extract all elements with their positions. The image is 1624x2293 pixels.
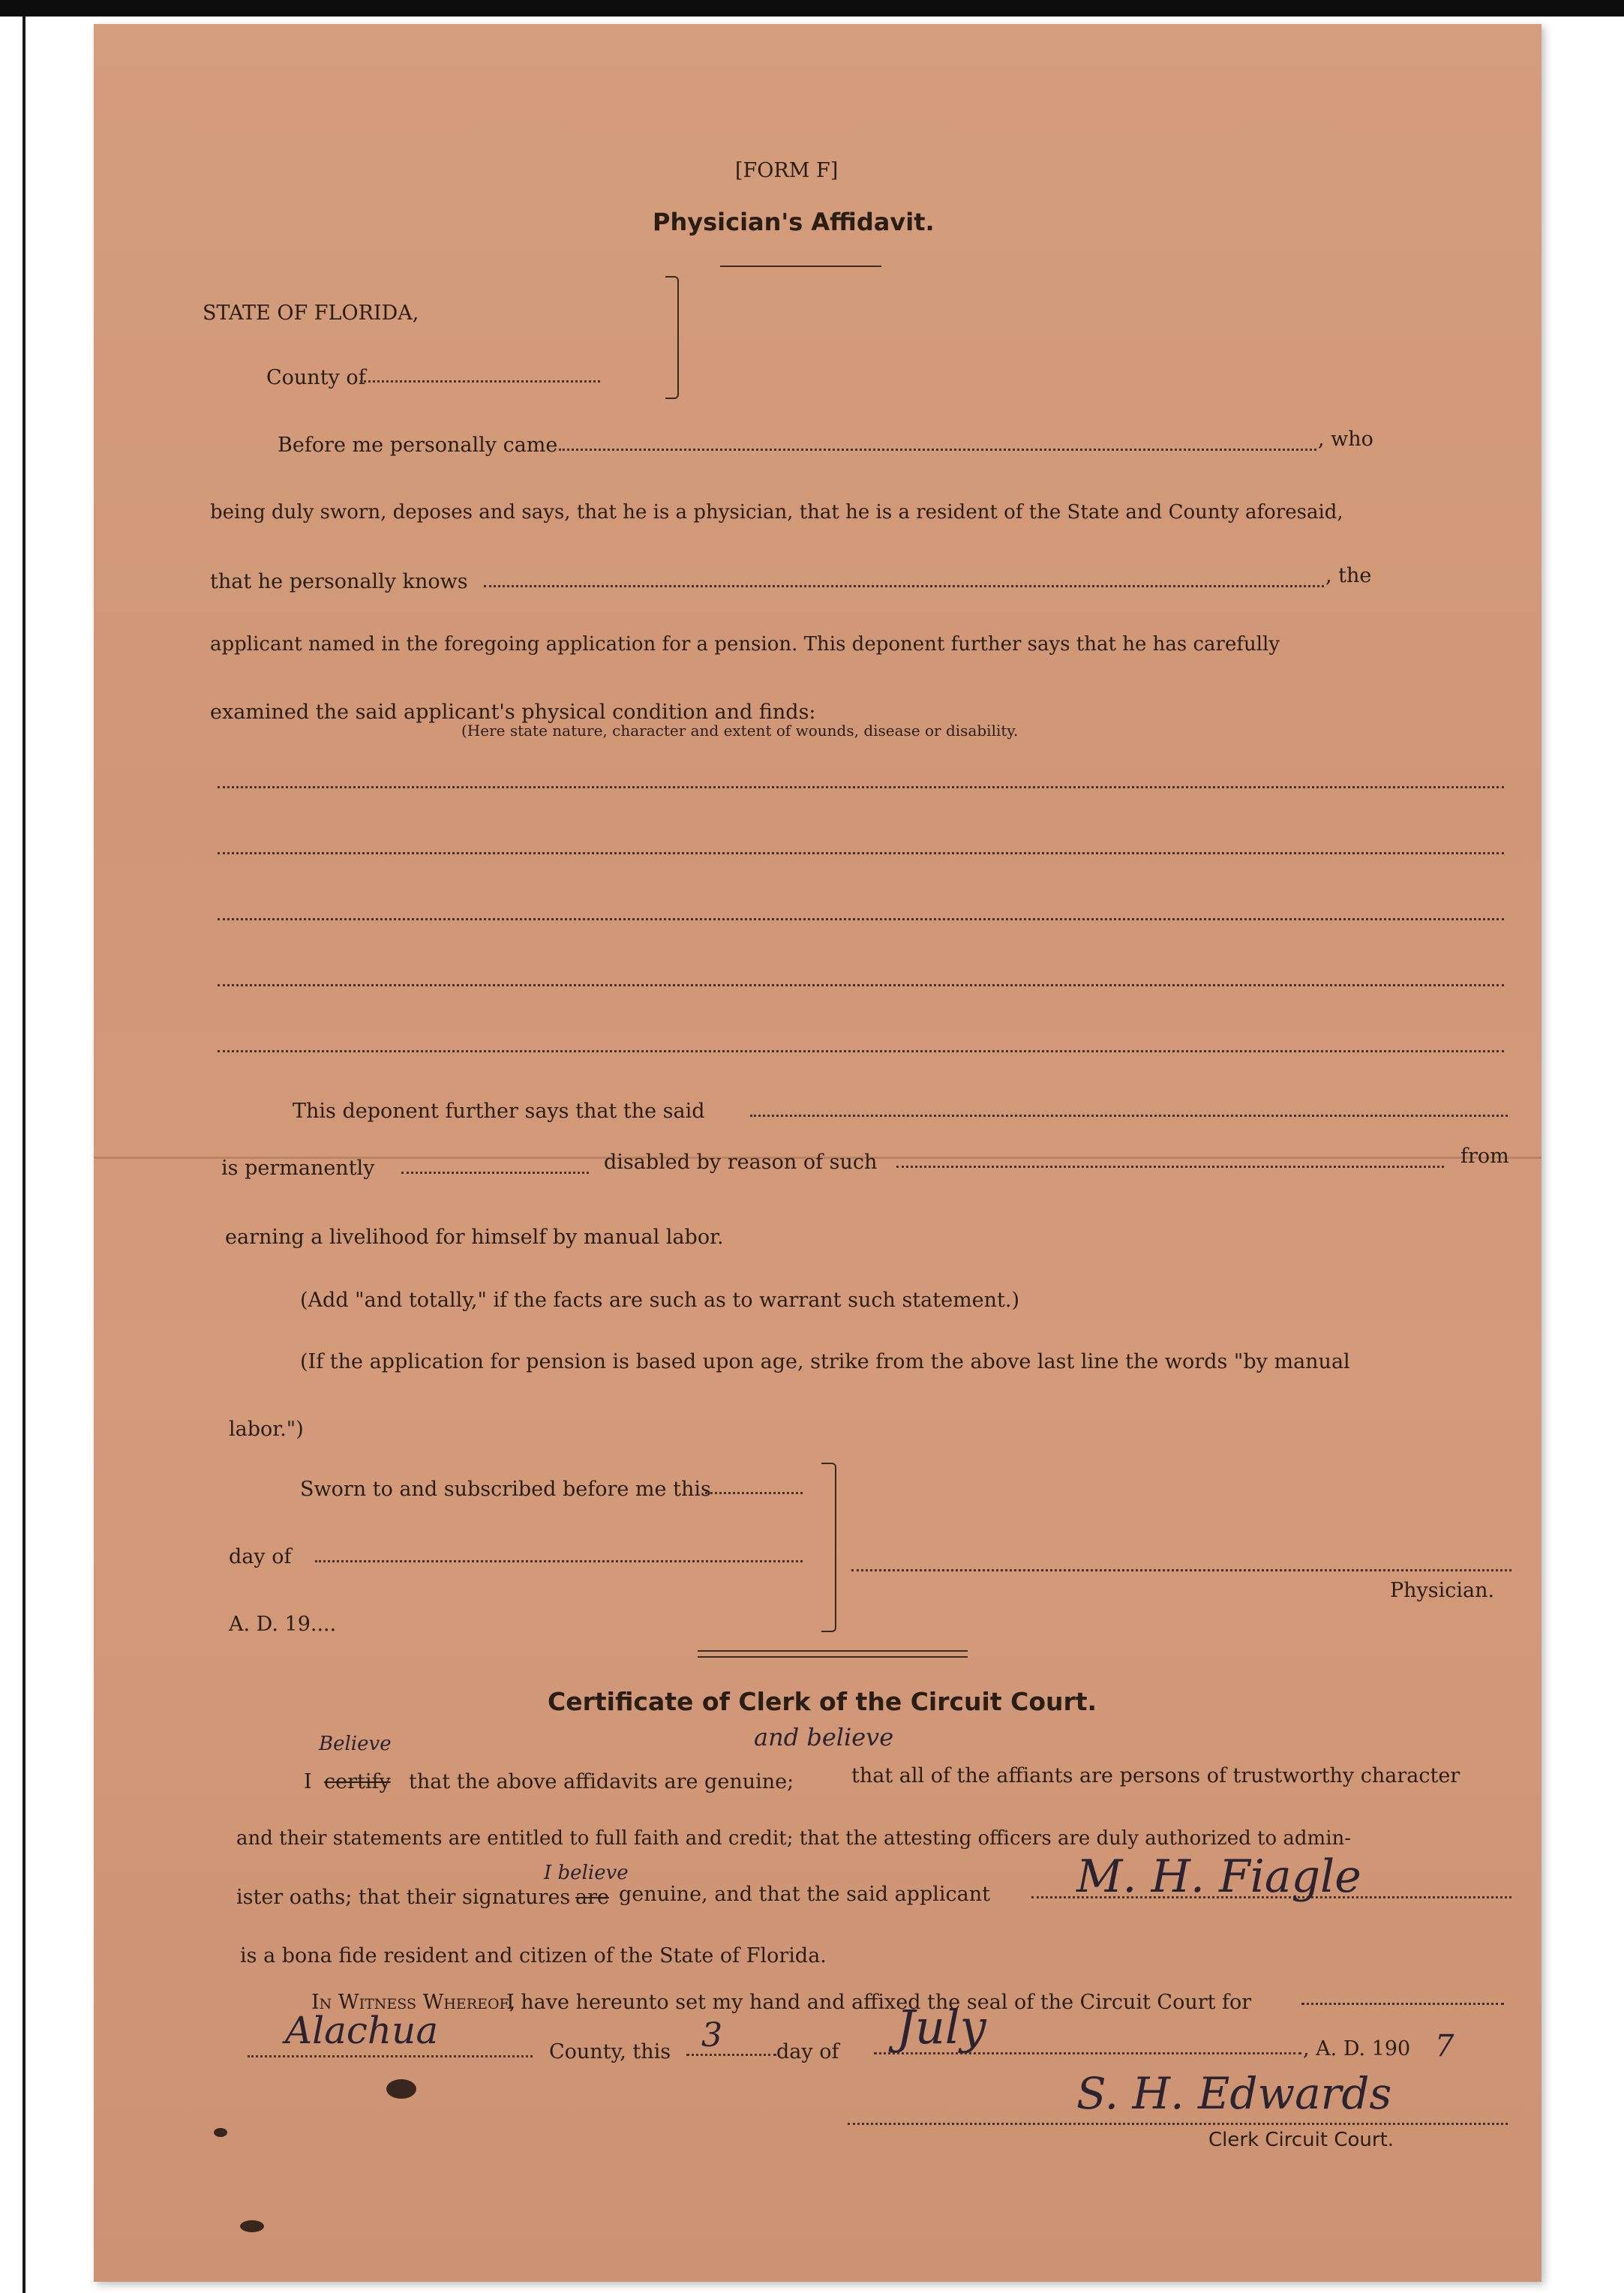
reason-blank — [896, 1166, 1444, 1168]
handwritten-and-believe: and believe — [754, 1723, 894, 1751]
document-page — [94, 24, 1541, 2282]
disabled-reason-text: disabled by reason of such — [604, 1151, 878, 1174]
clerk-title: Clerk Circuit Court. — [1208, 2129, 1394, 2151]
affidavit-line5: examined the said applicant's physical condition and finds: — [210, 701, 816, 724]
applicant-name-blank — [484, 585, 1324, 587]
ink-blot — [386, 2079, 416, 2099]
affidavit-line3-start: that he personally knows — [210, 570, 468, 593]
handwritten-believe: Believe — [319, 1733, 392, 1755]
sworn-ad: A. D. 19.... — [229, 1613, 337, 1636]
sworn-brace — [821, 1463, 836, 1632]
ad-text: , A. D. 190 — [1303, 2037, 1411, 2060]
ink-blot — [214, 2128, 227, 2137]
scan-top-border — [0, 0, 1624, 17]
certificate-title: Certificate of Clerk of the Circuit Court. — [548, 1687, 1097, 1716]
sworn-day-blank — [705, 1492, 803, 1494]
affidavit-line3-end: , the — [1325, 564, 1372, 587]
findings-blank-1 — [218, 786, 1504, 788]
county-blank — [360, 380, 600, 383]
findings-blank-4 — [218, 984, 1504, 986]
witness-whereof: In Witness Whereof, — [311, 1991, 516, 2014]
county-this-text: County, this — [549, 2040, 671, 2063]
physician-label: Physician. — [1390, 1579, 1495, 1602]
clerk-signature: S. H. Edwards — [1076, 2068, 1392, 2119]
affidavit-line1-end: , who — [1318, 428, 1373, 451]
struck-certify: certify — [324, 1770, 391, 1793]
struck-are: are — [575, 1886, 609, 1909]
ink-blot — [240, 2220, 264, 2232]
scan-left-border — [23, 17, 26, 2293]
affidavit-line1-start: Before me personally came — [278, 434, 558, 457]
affidavit-line2: being duly sworn, deposes and says, that he is a physician, that he is a resident of the State and County aforesaid, — [210, 501, 1343, 524]
handwritten-year: 7 — [1435, 2029, 1454, 2063]
note-and-totally: (Add "and totally," if the facts are such as to warrant such statement.) — [300, 1289, 1020, 1312]
county-name-blank — [248, 2055, 533, 2057]
certificate-line1-i: I — [304, 1770, 312, 1793]
day-of-text: day of — [229, 1545, 292, 1568]
form-title: Physician's Affidavit. — [653, 208, 935, 236]
witness-text: I have hereunto set my hand and affixed the seal of the Circuit Court for — [506, 1991, 1252, 2014]
court-for-blank — [1301, 2003, 1504, 2005]
clerk-signature-line — [848, 2123, 1508, 2125]
certificate-rule-top — [698, 1650, 968, 1652]
title-rule — [720, 266, 881, 267]
venue-brace — [665, 276, 679, 399]
findings-blank-5 — [218, 1050, 1504, 1052]
day-of-cert-text: day of — [776, 2040, 839, 2063]
venue-county: County of — [266, 366, 366, 389]
further-says: This deponent further says that the said — [293, 1100, 705, 1123]
certificate-line1-b: that the above affidavits are genuine; — [409, 1770, 794, 1793]
earning-livelihood: earning a livelihood for himself by manual labor. — [225, 1226, 724, 1249]
note-age: (If the application for pension is based upon age, strike from the above last line the words "by manual — [300, 1350, 1350, 1373]
physician-signature-line — [851, 1569, 1511, 1571]
permanently-text: is permanently — [221, 1157, 375, 1180]
findings-blank-2 — [218, 852, 1504, 854]
form-label: [FORM F] — [735, 159, 839, 182]
venue-state: STATE OF FLORIDA, — [203, 302, 419, 325]
handwritten-day: 3 — [701, 2016, 722, 2054]
affidavit-line4: applicant named in the foregoing application for a pension. This deponent further says that he has carefully — [210, 633, 1280, 656]
applicant-signature: M. H. Fiagle — [1076, 1850, 1361, 1903]
affiant-name-blank — [559, 449, 1316, 451]
certificate-line3-a: ister oaths; that their signatures — [236, 1886, 571, 1909]
sworn-text: Sworn to and subscribed before me this — [300, 1478, 711, 1501]
certificate-rule-bottom — [698, 1656, 968, 1658]
handwritten-county: Alachua — [285, 2009, 439, 2052]
handwritten-month: July — [896, 2000, 986, 2054]
certificate-line1-c: that all of the affiants are persons of trustworthy character — [851, 1764, 1460, 1787]
day-blank — [686, 2054, 776, 2056]
affidavit-line5-note: (Here state nature, character and extent of wounds, disease or disability. — [461, 722, 1019, 740]
certificate-line3-b: genuine, and that the said applicant — [619, 1883, 990, 1906]
certificate-line2: and their statements are entitled to full faith and credit; that the attesting officers are duly authorized to admin- — [236, 1827, 1352, 1850]
findings-blank-3 — [218, 918, 1504, 920]
from-text: from — [1460, 1145, 1509, 1168]
sworn-month-blank — [315, 1560, 803, 1562]
said-name-blank — [750, 1115, 1508, 1117]
permanently-blank — [401, 1172, 589, 1174]
note-age-end: labor.") — [229, 1418, 304, 1441]
certificate-line4: is a bona fide resident and citizen of the State of Florida. — [240, 1944, 827, 1967]
handwritten-i-believe: I believe — [544, 1862, 629, 1884]
